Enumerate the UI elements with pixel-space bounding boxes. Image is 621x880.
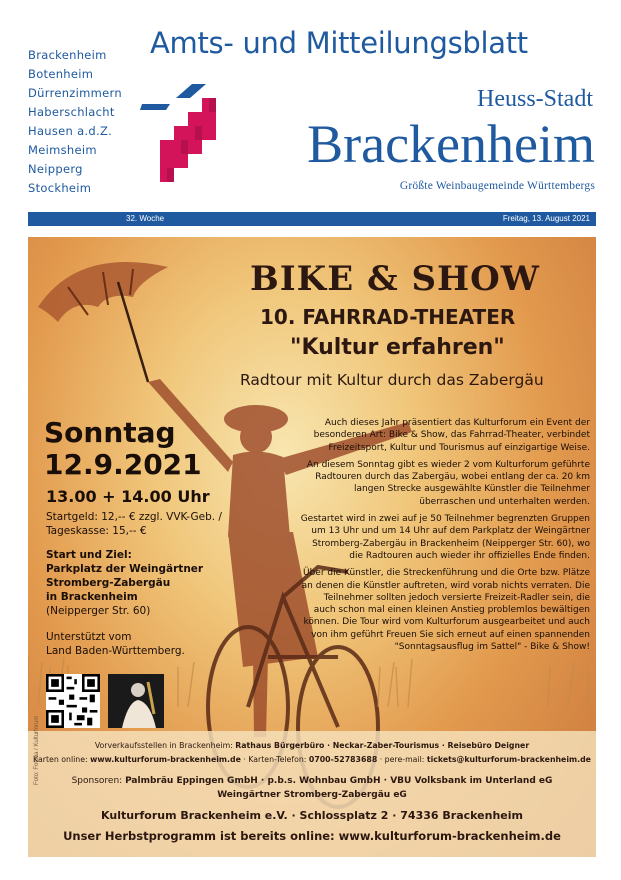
- event-day-name: Sonntag: [44, 416, 176, 449]
- mail-link[interactable]: tickets@kulturforum-brackenheim.de: [426, 755, 591, 764]
- poster-footer: [28, 731, 596, 857]
- event-poster: [28, 237, 596, 857]
- start-label: Start und Ziel:: [46, 549, 132, 561]
- sponsors-line-1: [28, 776, 596, 786]
- online-label: Karten online:: [33, 755, 91, 764]
- town-item: Stockheim: [28, 181, 92, 195]
- town-item: Brackenheim: [28, 48, 107, 62]
- poster-headline: BIKE & SHOW: [250, 259, 540, 299]
- event-day: [44, 417, 202, 481]
- masthead-city: Brackenheim: [307, 114, 595, 174]
- fee-line-2: Tageskasse: 15,-- €: [46, 525, 147, 537]
- sponsors-list-1: Palmbräu Eppingen GmbH · p.b.s. Wohnbau GmbH · VBU Volksbank im Unterland eG: [125, 776, 553, 786]
- event-description: [300, 417, 590, 658]
- online-url-link[interactable]: www.kulturforum-brackenheim.de: [90, 755, 241, 764]
- poster-tagline: Radtour mit Kultur durch das Zabergäu: [240, 371, 544, 389]
- mail-label: · pere-mail:: [377, 755, 427, 764]
- issue-date: Freitag, 13. August 2021: [502, 214, 590, 223]
- start-place-2: Stromberg-Zabergäu: [46, 577, 171, 589]
- phone-number: 0700-52783688: [308, 755, 378, 764]
- town-item: Haberschlacht: [28, 105, 115, 119]
- sponsors-line-2: Weingärtner Stromberg-Zabergäu eG: [217, 790, 407, 800]
- program-link[interactable]: Unser Herbstprogramm ist bereits online: www.kulturforum-brackenheim.de: [63, 829, 561, 843]
- tickets-line: [28, 755, 596, 764]
- photo-credit: Foto: Fotolia / Kulturforum: [34, 715, 40, 785]
- town-item: Hausen a.d.Z.: [28, 124, 113, 138]
- event-times: 13.00 + 14.00 Uhr: [46, 487, 210, 506]
- qr-code-icon[interactable]: [46, 674, 100, 728]
- support-line-2: Land Baden-Württemberg.: [46, 645, 185, 657]
- sponsors-label: Sponsoren:: [71, 776, 126, 786]
- organizer-address: Kulturforum Brackenheim e.V. · Schlossplatz 2 · 74336 Brackenheim: [101, 809, 523, 822]
- masthead-prefix: Heuss-Stadt: [477, 86, 593, 112]
- town-item: Neipperg: [28, 162, 83, 176]
- presale-line: [28, 741, 596, 750]
- masthead-tagline: Größte Weinbaugemeinde Württembergs: [399, 180, 595, 192]
- start-street: (Neipperger Str. 60): [46, 605, 151, 617]
- issue-bar: [28, 212, 596, 226]
- description-paragraph-1: Auch dieses Jahr präsentiert das Kulturforum ein Event der besonderen Art: Bike & Show, das Fahrrad-Theater, verbindet Freizeitsport, Kultur und Tourismus auf einzigartige Weise.: [313, 418, 590, 453]
- event-date: 12.9.2021: [44, 448, 202, 481]
- city-logo-icon: [140, 84, 230, 194]
- towns-list: [28, 46, 122, 198]
- umbrella-icon: [38, 262, 168, 382]
- town-item: Botenheim: [28, 67, 94, 81]
- phone-label: · Karten-Telefon:: [240, 755, 309, 764]
- support-line-1: Unterstützt vom: [46, 631, 132, 643]
- town-item: Meimsheim: [28, 143, 97, 157]
- description-paragraph-2: An diesem Sonntag gibt es wieder 2 vom Kulturforum geführte Radtouren durch das Zabergäu, wobei entlang der ca. 20 km langen Strecke ausgewählte Künstler die Teilnehmer überraschen und unterhalten werden.: [306, 459, 590, 507]
- poster-subheadline: 10. FAHRRAD-THEATER: [260, 305, 516, 329]
- masthead-title: Amts- und Mitteilungsblatt: [150, 26, 528, 60]
- presale-list: Rathaus Bürgerbüro · Neckar-Zaber-Tourismus · Reisebüro Deigner: [235, 741, 530, 750]
- poster-motto: "Kultur erfahren": [290, 335, 505, 360]
- description-paragraph-3: Gestartet wird in zwei auf je 50 Teilnehmer begrenzten Gruppen um 13 Uhr und um 14 Uhr auf dem Parkplatz der Weingärtner Stromberg-Zabergäu in Brackenheim (Neipperger Str. 60), wo die Radtouren auch wieder ihr offizielles Ende finden.: [300, 514, 590, 561]
- issue-week: 32. Woche: [126, 214, 165, 223]
- artist-photo: [108, 674, 164, 728]
- town-item: Dürrenzimmern: [28, 86, 122, 100]
- start-place-3: in Brackenheim: [46, 591, 138, 603]
- start-place-1: Parkplatz der Weingärtner: [46, 563, 204, 575]
- fee-line-1: Startgeld: 12,-- € zzgl. VVK-Geb. /: [46, 511, 222, 523]
- presale-label: Vorverkaufsstellen in Brackenheim:: [94, 741, 236, 750]
- description-paragraph-4: Über die Künstler, die Streckenführung und die Orte bzw. Plätze an denen die Künstler auftreten, wird vorab nichts verraten. Die Teilnehmer sollten jedoch versierte Freizeit-Radler sein, die auch schon mal einen kleinen Anstieg problemlos bewältigen können. Die Tour wird vom Kulturforum ausgearbeitet und auch von ihm geführt Freuen Sie sich erneut auf einen spannenden "Sonntagsausflug im Sattel" - Bike & Show!: [301, 568, 590, 653]
